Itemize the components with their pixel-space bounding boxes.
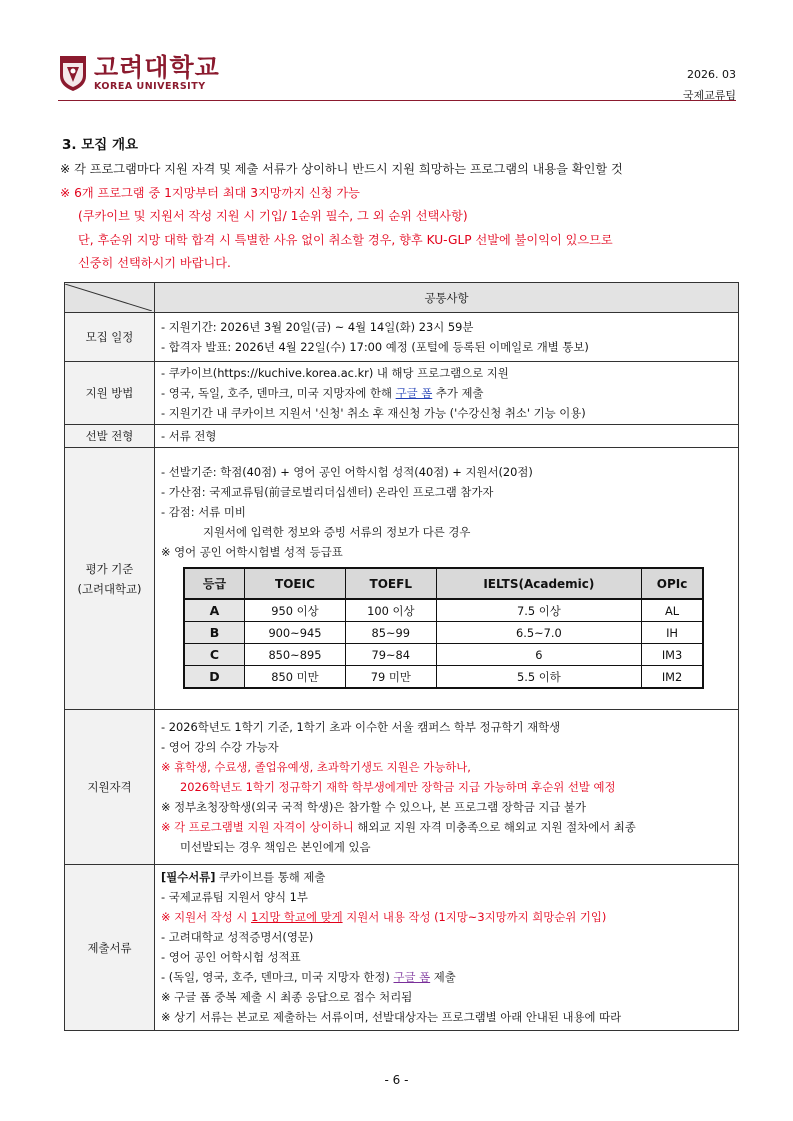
content-line-red: ※ 지원서 작성 시 1지망 학교에 맞게 지원서 내용 작성 (1지망~3지망까지 희망순위 기입): [161, 910, 607, 924]
score-header: 등급: [184, 568, 245, 599]
notice-list: [60, 158, 740, 276]
section-title: 3. 모집 개요: [62, 137, 139, 153]
score-header: TOEFL: [345, 568, 436, 599]
notice-item-red: 단, 후순위 지망 대학 합격 시 특별한 사유 없이 취소할 경우, 향후 KU-GLP 선발에 불이익이 있으므로: [78, 232, 613, 247]
content-line-red: ※ 휴학생, 수료생, 졸업유예생, 초과학기생도 지원은 가능하나,: [161, 760, 471, 774]
logo-korean-text: 고려대학교: [94, 52, 220, 82]
score-table-title: ※ 영어 공인 어학시험별 성적 등급표: [161, 545, 343, 559]
notice-item-red: ※ 6개 프로그램 중 1지망부터 최대 3지망까지 신청 가능: [60, 185, 360, 200]
content-line: ※ 각 프로그램별 지원 자격이 상이하니 해외교 지원 자격 미충족으로 해외교 지원 절차에서 최종: [161, 820, 636, 834]
row-label: 제출서류: [65, 865, 155, 1031]
score-row: C 850~895 79~84 6 IM3: [184, 644, 703, 666]
content-line: - 영어 공인 어학시험 성적표: [161, 950, 301, 964]
google-form-link[interactable]: 구글 폼: [395, 386, 433, 400]
page-header: [58, 50, 736, 102]
logo-english-text: KOREA UNIVERSITY: [94, 80, 206, 92]
content-line: - 가산점: 국제교류팀(前글로벌리더십센터) 온라인 프로그램 참가자: [161, 485, 494, 499]
content-line: - 서류 전형: [161, 429, 217, 443]
row-label: 지원 방법: [65, 362, 155, 425]
table-row-method: [65, 362, 739, 425]
score-row: D 850 미만 79 미만 5.5 이하 IM2: [184, 666, 703, 689]
table-row-evaluation: [65, 448, 739, 710]
page-number: - 6 -: [384, 1073, 409, 1087]
notice-item-red: (쿠카이브 및 지원서 작성 지원 시 기입/ 1순위 필수, 그 외 순위 선택사항): [78, 209, 468, 223]
table-row-eligibility: [65, 710, 739, 865]
content-line: - (독일, 영국, 호주, 덴마크, 미국 지망자 한정) 구글 폼 제출: [161, 970, 456, 984]
table-row-selection: [65, 425, 739, 448]
content-line: - 쿠카이브(https://kuchive.korea.ac.kr) 내 해당 프로그램으로 지원: [161, 366, 509, 380]
score-row: A 950 이상 100 이상 7.5 이상 AL: [184, 599, 703, 622]
row-label: 모집 일정: [65, 313, 155, 362]
content-line: 지원서에 입력한 정보와 증빙 서류의 정보가 다른 경우: [203, 525, 471, 539]
university-seal-icon: [58, 54, 88, 92]
content-line: - 영국, 독일, 호주, 덴마크, 미국 지망자에 한해 구글 폼 추가 제출: [161, 386, 484, 400]
table-row-documents: [65, 865, 739, 1031]
google-form-link[interactable]: 구글 폼: [393, 970, 431, 984]
content-line: - 감점: 서류 미비: [161, 505, 246, 519]
content-line: - 지원기간: 2026년 3월 20일(금) ~ 4월 14일(화) 23시 59분: [161, 320, 474, 334]
content-line: - 국제교류팀 지원서 양식 1부: [161, 890, 308, 904]
content-line: - 2026학년도 1학기 기준, 1학기 초과 이수한 서울 캠퍼스 학부 정규학기 재학생: [161, 720, 561, 734]
row-label: 평가 기준 (고려대학교): [65, 448, 155, 710]
content-line: ※ 정부초청장학생(외국 국적 학생)은 참가할 수 있으나, 본 프로그램 장학금 지급 불가: [161, 800, 586, 814]
row-label: 지원자격: [65, 710, 155, 865]
notice-item: ※ 각 프로그램마다 지원 자격 및 제출 서류가 상이하니 반드시 지원 희망하는 프로그램의 내용을 확인할 것: [60, 162, 623, 176]
score-header: OPIc: [642, 568, 703, 599]
document-date: 2026. 03: [687, 68, 736, 81]
score-header: TOEIC: [245, 568, 346, 599]
recruitment-overview-table: [64, 282, 739, 1031]
content-line: 미선발되는 경우 책임은 본인에게 있음: [180, 840, 371, 854]
table-header-common: 공통사항: [155, 283, 739, 313]
content-line: - 지원기간 내 쿠카이브 지원서 '신청' 취소 후 재신청 가능 ('수강신청 취소' 기능 이용): [161, 406, 586, 420]
content-line: ※ 구글 폼 중복 제출 시 최종 응답으로 접수 처리됨: [161, 990, 413, 1004]
diagonal-line: [65, 284, 152, 311]
english-score-table: [183, 567, 704, 689]
university-logo: [58, 54, 220, 92]
diagonal-corner-cell: [65, 283, 155, 313]
content-line: - 고려대학교 성적증명서(영문): [161, 930, 314, 944]
score-row: B 900~945 85~99 6.5~7.0 IH: [184, 622, 703, 644]
score-header: IELTS(Academic): [436, 568, 641, 599]
notice-item-red: 신중히 선택하시기 바랍니다.: [78, 256, 231, 270]
department-name: 국제교류팀: [682, 89, 736, 102]
header-divider: [58, 100, 736, 101]
content-line: - 합격자 발표: 2026년 4월 22일(수) 17:00 예정 (포털에 등록된 이메일로 개별 통보): [161, 340, 589, 354]
row-label: 선발 전형: [65, 425, 155, 448]
content-line: - 영어 강의 수강 가능자: [161, 740, 279, 754]
content-line: - 선발기준: 학점(40점) + 영어 공인 어학시험 성적(40점) + 지원서(20점): [161, 465, 533, 479]
content-line: ※ 상기 서류는 본교로 제출하는 서류이며, 선발대상자는 프로그램별 아래 안내된 내용에 따라: [161, 1010, 622, 1024]
table-row-recruit: [65, 313, 739, 362]
content-line-red: 2026학년도 1학기 정규학기 재학 학부생에게만 장학금 지급 가능하며 후순위 선발 예정: [180, 780, 616, 794]
content-line: [필수서류] 쿠카이브를 통해 제출: [161, 870, 326, 884]
